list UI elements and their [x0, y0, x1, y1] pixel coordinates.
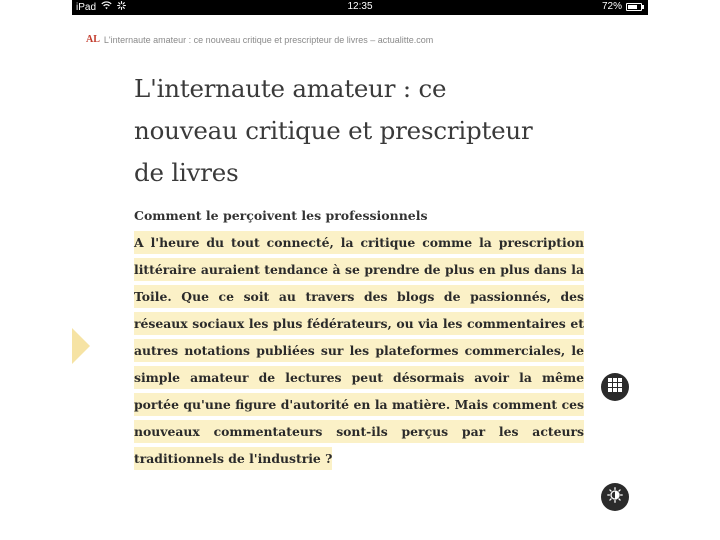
article-subtitle: Comment le perçoivent les professionnels: [134, 208, 428, 223]
page-url-bar[interactable]: [86, 34, 433, 45]
brightness-button[interactable]: [601, 483, 629, 511]
site-logo: AL: [86, 34, 100, 45]
status-time: 12:35: [347, 1, 373, 12]
battery-percentage: 72%: [601, 1, 622, 12]
title-line: nouveau critique et prescripteur: [134, 116, 533, 145]
battery-fill: [628, 5, 637, 9]
battery-icon: [626, 3, 642, 11]
article-title: [134, 68, 584, 194]
status-right: [602, 1, 642, 12]
article-lede: [134, 229, 584, 472]
status-bar: [72, 0, 648, 15]
page-url-text: L'internaute amateur : ce nouveau critique et prescripteur de livres – actualitte.com: [103, 34, 434, 45]
highlighted-lede-text[interactable]: A l'heure du tout connecté, la critique comme la prescription littéraire auraient tendance à se prendre de plus en plus dans la Toile. Que ce soit au travers des blogs de passionnés, des réseaux sociaux les plus fédérateurs, ou via les commentaires et autres notations publiées sur les plateformes commerciales, le simple amateur de lectures peut désormais avoir la même portée qu'une figure d'autorité en la matière. Mais comment ces nouveaux commentateurs sont-ils perçus par les acteurs traditionnels de l'industrie ?: [134, 231, 584, 470]
brightness-icon: [607, 487, 623, 507]
article: [134, 68, 584, 472]
title-line: L'internaute amateur : ce: [134, 74, 447, 103]
title-line: de livres: [134, 158, 239, 187]
grid-icon: [607, 377, 623, 397]
previous-page-arrow[interactable]: [72, 328, 90, 364]
grid-button[interactable]: [601, 373, 629, 401]
device-label: iPad: [76, 1, 97, 13]
